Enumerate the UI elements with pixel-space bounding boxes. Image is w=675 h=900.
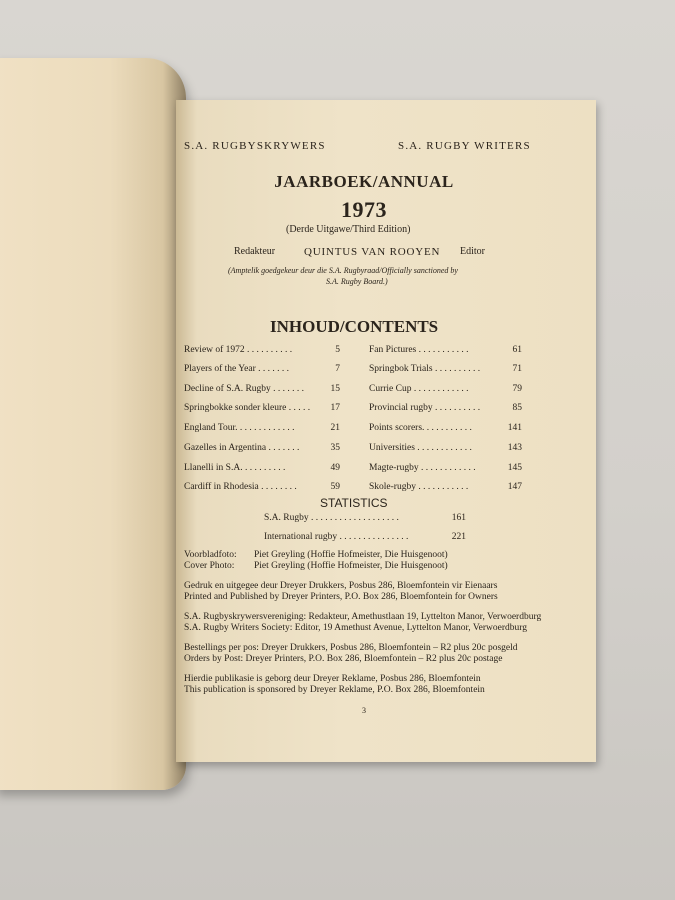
orders-en: Orders by Post: Dreyer Printers, P.O. Box 286, Bloemfontein – R2 plus 20c postage bbox=[184, 654, 503, 664]
toc-label: Decline of S.A. Rugby . . . . . . . bbox=[184, 384, 305, 394]
toc-row bbox=[184, 423, 340, 436]
toc-label: Springbokke sonder kleure . . . . . bbox=[184, 403, 311, 413]
sponsor-en: This publication is sponsored by Dreyer Reklame, P.O. Box 286, Bloemfontein bbox=[184, 685, 485, 695]
toc-page: 61 bbox=[512, 345, 522, 355]
toc-label: Players of the Year . . . . . . . bbox=[184, 364, 290, 374]
toc-page: 79 bbox=[512, 384, 522, 394]
toc-label: Gazelles in Argentina . . . . . . . bbox=[184, 443, 300, 453]
toc-row bbox=[369, 345, 522, 358]
edition-line: (Derde Uitgawe/Third Edition) bbox=[286, 224, 411, 235]
toc-label: Points scorers. . . . . . . . . . . bbox=[369, 423, 472, 433]
toc-row bbox=[369, 443, 522, 456]
editor-name: QUINTUS VAN ROOYEN bbox=[304, 246, 441, 258]
printed-by-en: Printed and Published by Dreyer Printers, P.O. Box 286, Bloemfontein for Owners bbox=[184, 592, 498, 602]
editor-label-en: Editor bbox=[460, 246, 485, 257]
toc-row bbox=[369, 482, 522, 495]
toc-page: 21 bbox=[330, 423, 340, 433]
left-book-page bbox=[0, 58, 186, 790]
toc-page: 85 bbox=[512, 403, 522, 413]
stats-page: 161 bbox=[451, 513, 466, 523]
toc-row bbox=[184, 443, 340, 456]
toc-row bbox=[369, 403, 522, 416]
toc-row bbox=[184, 482, 340, 495]
stats-label: International rugby . . . . . . . . . . . . . . . bbox=[264, 532, 409, 542]
contents-heading: INHOUD/CONTENTS bbox=[270, 317, 439, 336]
statistics-heading: STATISTICS bbox=[320, 496, 388, 510]
toc-label: Currie Cup . . . . . . . . . . . . bbox=[369, 384, 469, 394]
annual-title: JAARBOEK/ANNUAL bbox=[274, 172, 454, 191]
toc-label: Fan Pictures . . . . . . . . . . . bbox=[369, 345, 469, 355]
header-english: S.A. RUGBY WRITERS bbox=[398, 140, 531, 152]
toc-label: Review of 1972 . . . . . . . . . . bbox=[184, 345, 293, 355]
cover-photo-af-label: Voorbladfoto: bbox=[184, 550, 237, 560]
sanction-line-1: (Amptelik goedgekeur deur die S.A. Rugbyraad/Officially sanctioned by bbox=[228, 266, 458, 275]
toc-row bbox=[369, 364, 522, 377]
cover-photo-en-text: Piet Greyling (Hoffie Hofmeister, Die Huisgenoot) bbox=[254, 561, 448, 571]
toc-page: 141 bbox=[507, 423, 522, 433]
toc-page: 17 bbox=[330, 403, 340, 413]
toc-page: 35 bbox=[330, 443, 340, 453]
printed-by-af: Gedruk en uitgegee deur Dreyer Drukkers, Posbus 286, Bloemfontein vir Eienaars bbox=[184, 581, 498, 591]
toc-page: 143 bbox=[507, 443, 522, 453]
page-number: 3 bbox=[362, 706, 366, 715]
annual-year: 1973 bbox=[341, 197, 387, 222]
toc-row bbox=[369, 384, 522, 397]
editor-label-af: Redakteur bbox=[234, 246, 276, 257]
cover-photo-en-label: Cover Photo: bbox=[184, 561, 235, 571]
toc-label: Magte-rugby . . . . . . . . . . . . bbox=[369, 463, 476, 473]
stats-page: 221 bbox=[451, 532, 466, 542]
society-en: S.A. Rugby Writers Society: Editor, 19 Amethust Avenue, Lyttelton Manor, Verwoerdburg bbox=[184, 623, 528, 633]
stats-label: S.A. Rugby . . . . . . . . . . . . . . . . . . . bbox=[264, 513, 399, 523]
toc-label: Provincial rugby . . . . . . . . . . bbox=[369, 403, 481, 413]
toc-row bbox=[184, 403, 340, 416]
toc-label: Universities . . . . . . . . . . . . bbox=[369, 443, 472, 453]
toc-page: 7 bbox=[335, 364, 340, 374]
toc-row bbox=[184, 364, 340, 377]
toc-page: 15 bbox=[330, 384, 340, 394]
sanction-line-2: S.A. Rugby Board.) bbox=[326, 277, 388, 286]
toc-page: 147 bbox=[507, 482, 522, 492]
toc-page: 145 bbox=[507, 463, 522, 473]
toc-page: 59 bbox=[330, 482, 340, 492]
header-afrikaans: S.A. RUGBYSKRYWERS bbox=[184, 140, 326, 152]
toc-row bbox=[369, 463, 522, 476]
sponsor-af: Hierdie publikasie is geborg deur Dreyer Reklame, Posbus 286, Bloemfontein bbox=[184, 674, 481, 684]
toc-label: Cardiff in Rhodesia . . . . . . . . bbox=[184, 482, 297, 492]
cover-photo-af-text: Piet Greyling (Hoffie Hofmeister, Die Huisgenoot) bbox=[254, 550, 448, 560]
toc-row bbox=[369, 423, 522, 436]
toc-page: 5 bbox=[335, 345, 340, 355]
right-book-page bbox=[176, 100, 596, 762]
toc-label: Skole-rugby . . . . . . . . . . . bbox=[369, 482, 469, 492]
toc-row bbox=[184, 384, 340, 397]
toc-label: Llanelli in S.A. . . . . . . . . . bbox=[184, 463, 286, 473]
toc-page: 49 bbox=[330, 463, 340, 473]
toc-label: Springbok Trials . . . . . . . . . . bbox=[369, 364, 481, 374]
toc-row bbox=[184, 345, 340, 358]
orders-af: Bestellings per pos: Dreyer Drukkers, Posbus 286, Bloemfontein – R2 plus 20c posgeld bbox=[184, 643, 518, 653]
toc-page: 71 bbox=[512, 364, 522, 374]
toc-label: England Tour. . . . . . . . . . . . . bbox=[184, 423, 295, 433]
stats-row bbox=[264, 532, 466, 545]
stats-row bbox=[264, 513, 466, 526]
toc-row bbox=[184, 463, 340, 476]
society-af: S.A. Rugbyskrywersvereniging: Redakteur, Amethustlaan 19, Lyttelton Manor, Verwoerdburg bbox=[184, 612, 542, 622]
